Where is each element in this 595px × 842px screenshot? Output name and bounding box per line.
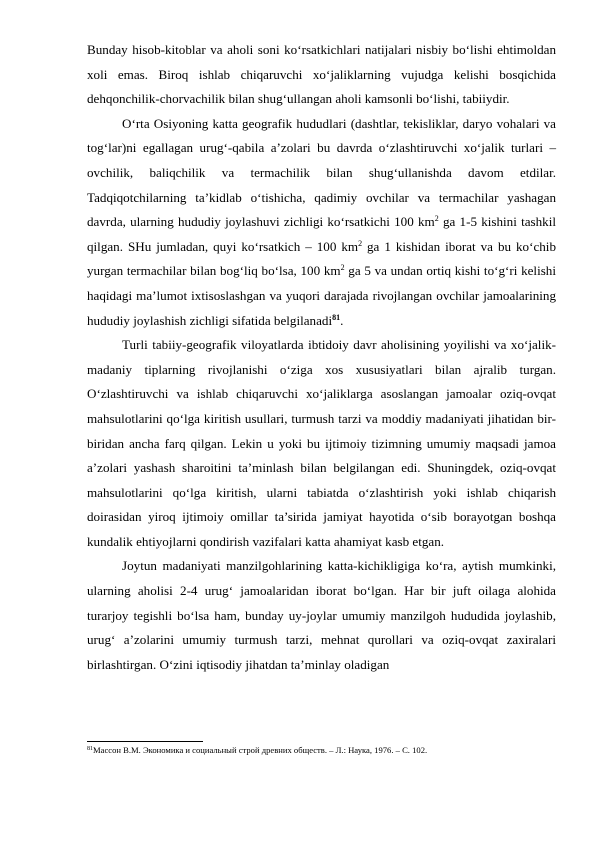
paragraph-3 bbox=[87, 333, 556, 554]
paragraph-3-text: Turli tabiiy-geografik viloyatlarda ibtidoiy davr aholisining yoyilishi va xo‘jalik-madaniy tiplarning rivojlanishi o‘ziga xos xususiyatlari bilan ajralib turgan. O‘zlashtiruvchi va ishlab chiqaruvchi xo‘jaliklarga asoslangan jamoalar oziq-ovqat mahsulotlarini qo‘lga kiritish usullari, turmush tarzi va moddiy madaniyati jihatidan bir-biridan ancha farq qilgan. Lekin u yoki bu ijtimoiy tizimning umumiy maqsadi jamoa a’zolari yashash sharoitini ta’minlash bilan belgilangan edi. Shuningdek, oziq-ovqat mahsulotlarini qo‘lga kiritish, ularni tabiatda o‘zlashtirish yoki ishlab chiqarish doirasidan yiroq ijtimoiy omillar ta’sirida jamiyat hayotida o‘sib borayotgan boshqa kundalik ehtiyojlarni qondirish vazifalari katta ahamiyat kasb etgan. bbox=[87, 337, 556, 549]
document-body bbox=[87, 38, 556, 677]
superscript-squared: 2 bbox=[340, 263, 345, 273]
footnote bbox=[87, 744, 556, 756]
paragraph-4-text: Joytun madaniyati manzilgohlarining katta-kichikligiga ko‘ra, aytish mumkinki, ularning aholisi 2-4 urug‘ jamoalaridan iborat bo‘lgan. Har bir juft oilaga alohida turarjoy tegishli bo‘lsa ham, bunday uy-joylar umumiy manzilgoh hududida joylashib, urug‘ a’zolarini umumiy turmush tarzi, mehnat qurollari va oziq-ovqat zaxiralari birlashtirgan. O‘zini iqtisodiy jihatdan ta’minlay oladigan bbox=[87, 558, 556, 672]
footnote-separator bbox=[87, 741, 203, 742]
paragraph-2-text-1: O‘rta Osiyoning katta geografik hududlari (dashtlar, tekisliklar, daryo vohalari va tog‘lar)ni egallagan urug‘-qabila a’zolari bu davrda o‘zlashtiruvchi xo‘jalik turlari – ovchilik, baliqchilik va termachilik bilan shug‘ullanishda davom etdilar. Tadqiqotchilarning ta’kidlab o‘tishicha, qadimiy ovchilar va termachilar yashagan davrda, ularning hududiy joylashuvi zichligi ko‘rsatkichi 100 km bbox=[87, 115, 556, 230]
paragraph-2-text-3: ga 1 kishidan iborat va bu ko‘chib yurgan termachilar bilan bog‘liq bo‘lsa, 100 km bbox=[87, 238, 556, 279]
footnote-number: 81 bbox=[87, 746, 93, 752]
footnote-text: Массон В.М. Экономика и социальный строй древних обществ. – Л.: Наука, 1976. – С. 102. bbox=[93, 745, 428, 755]
footnote-reference[interactable]: 81 bbox=[332, 312, 341, 322]
paragraph-2 bbox=[87, 112, 556, 333]
paragraph-2-text-2: ga 1-5 kishini tashkil qilgan. SHu jumladan, quyi ko‘rsatkich – 100 km bbox=[87, 214, 556, 254]
paragraph-1 bbox=[87, 38, 556, 112]
paragraph-4 bbox=[87, 554, 556, 677]
paragraph-2-text-5: . bbox=[340, 312, 344, 328]
paragraph-2-text-4: ga 5 va undan ortiq kishi to‘g‘ri kelishi haqidagi ma’lumot ixtisoslashgan va yuqori darajada rivojlangan ovchilar jamoalarining hududiy joylashish zichligi sifatida belgilanadi bbox=[87, 263, 556, 328]
superscript-squared: 2 bbox=[434, 214, 439, 224]
paragraph-1-text: Bunday hisob-kitoblar va aholi soni ko‘rsatkichlari natijalari nisbiy bo‘lishi ehtimoldan xoli emas. Biroq ishlab chiqaruvchi xo‘jaliklarning vujudga kelishi bosqichida dehqonchilik-chorvachilik bilan shug‘ullangan aholi kamsonli bo‘lishi, tabiiydir. bbox=[87, 42, 556, 107]
superscript-squared: 2 bbox=[358, 238, 363, 248]
